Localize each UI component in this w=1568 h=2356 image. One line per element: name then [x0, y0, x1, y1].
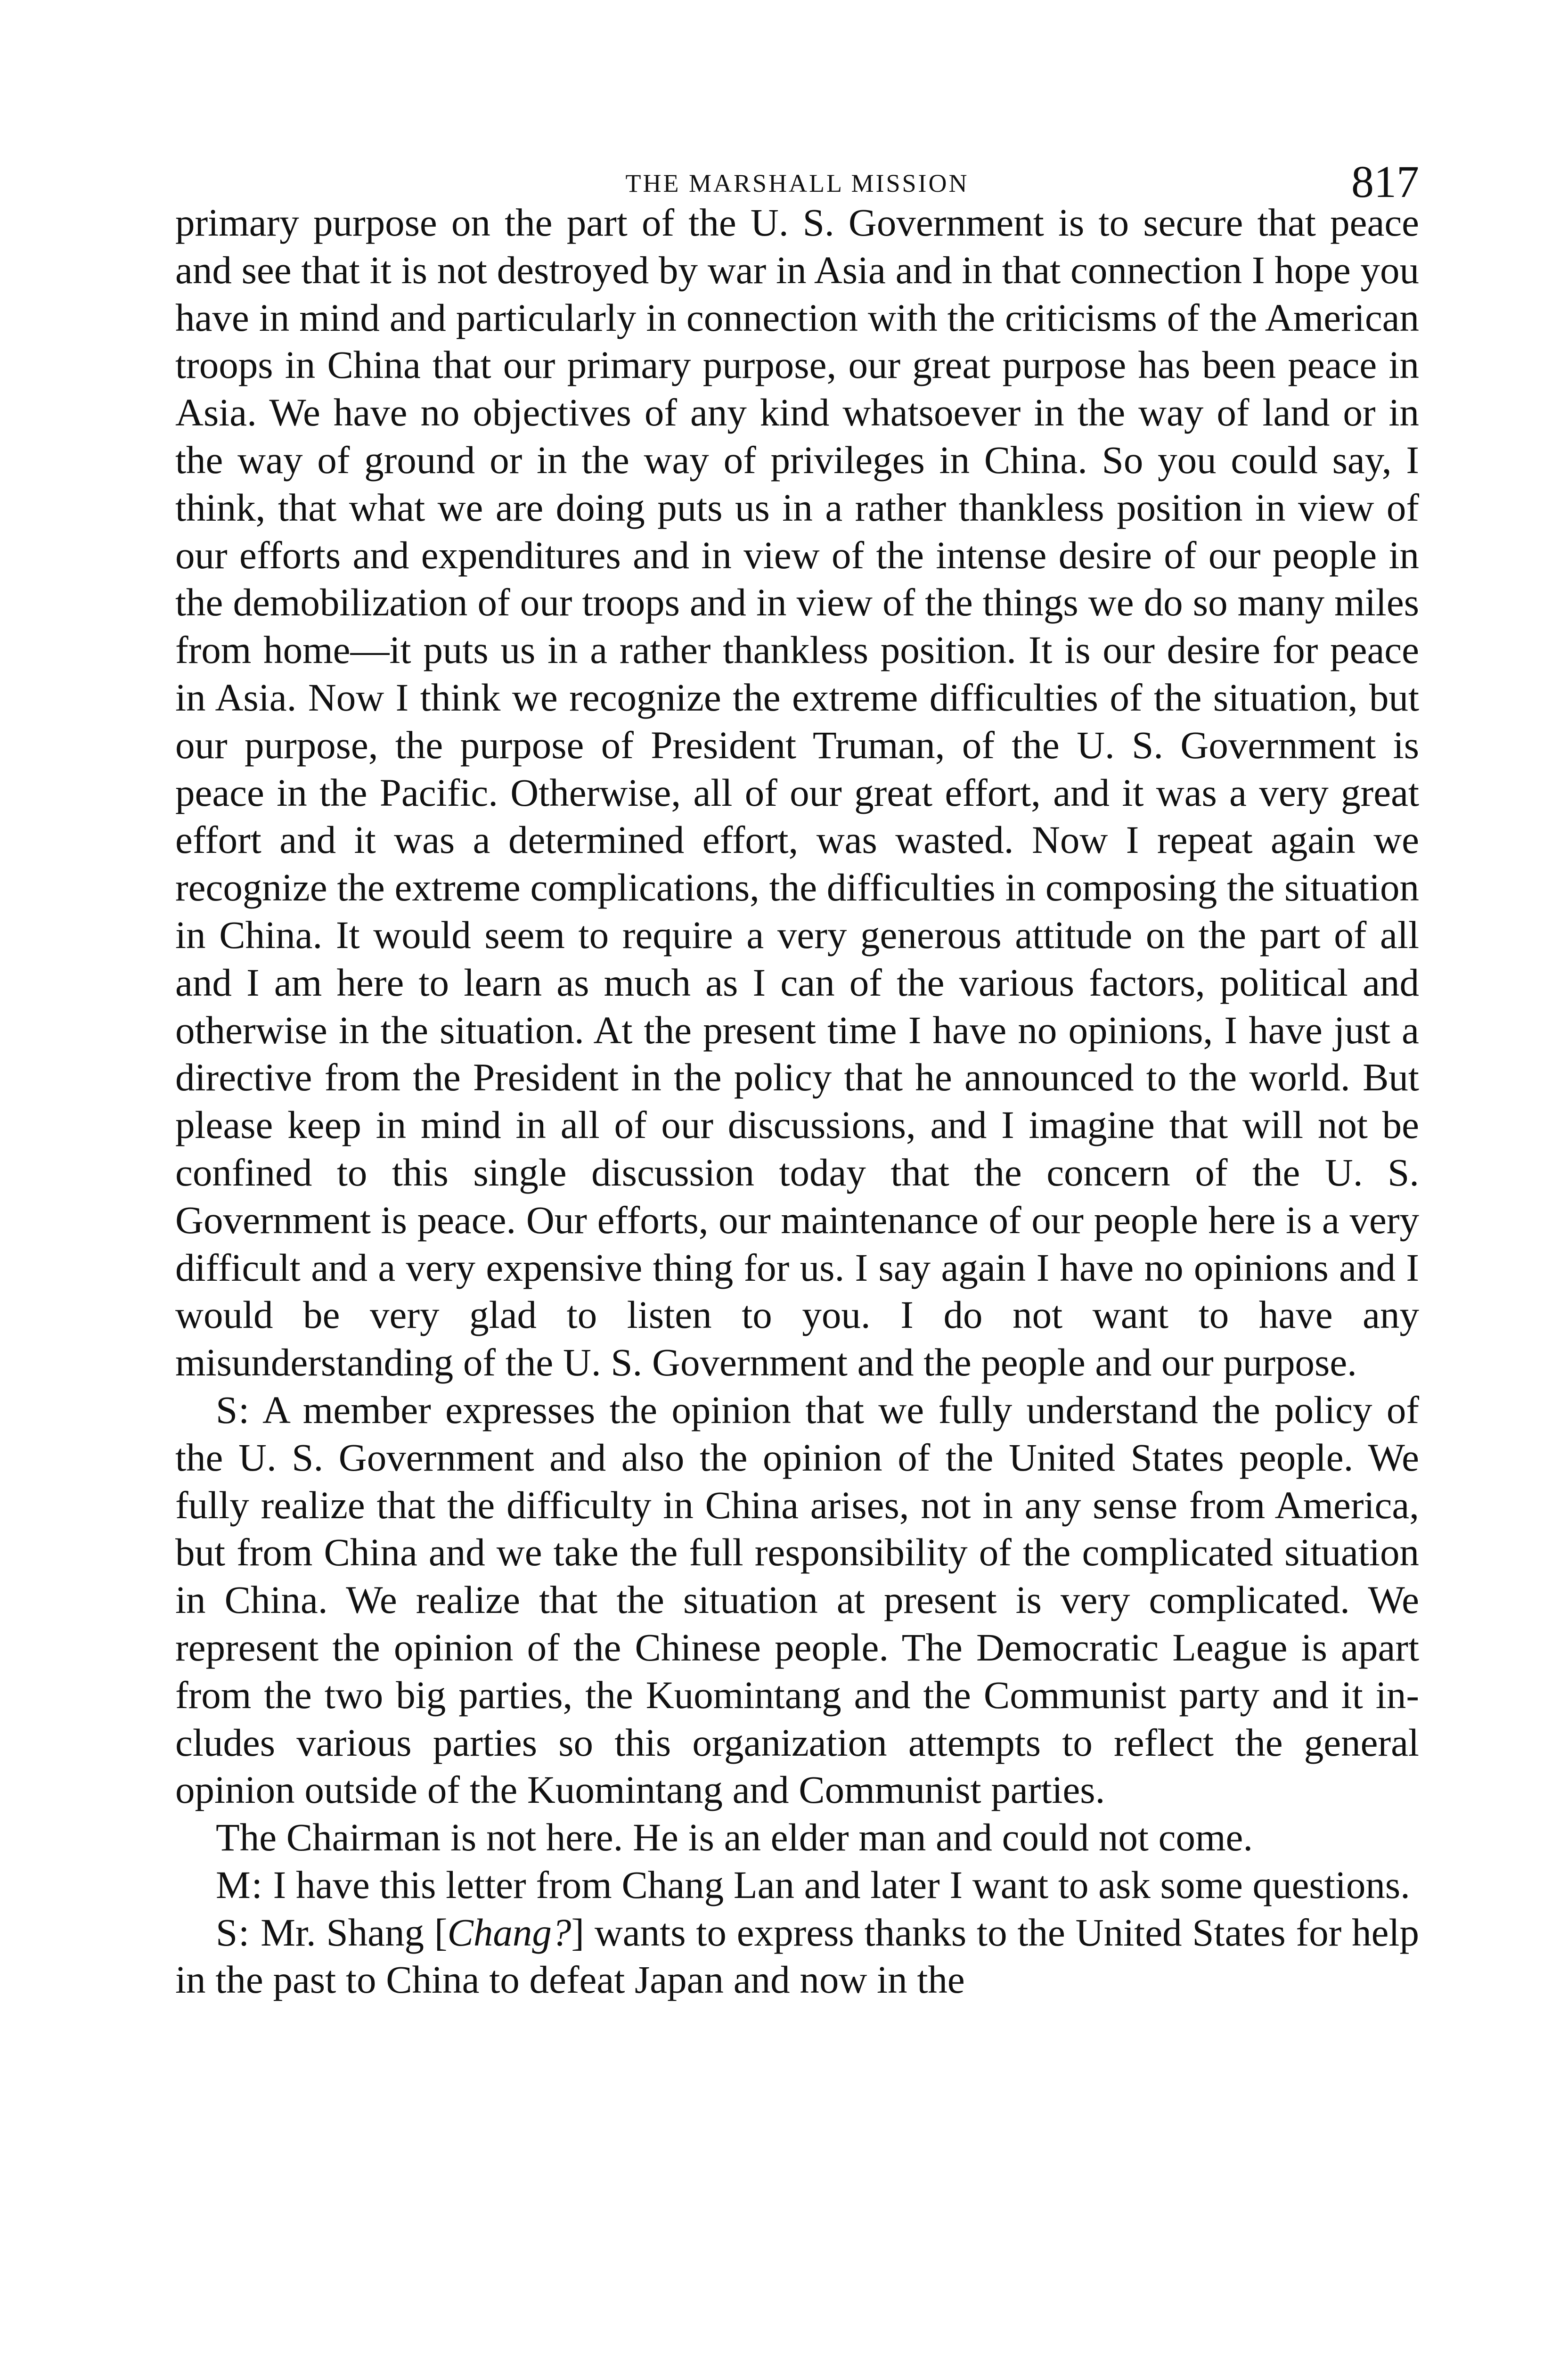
- speaker-label: S:: [216, 1910, 251, 1954]
- speaker-label: S:: [216, 1388, 251, 1432]
- paragraph-shang-thanks: [175, 1909, 1419, 2004]
- paragraph-text: ] wants to express thanks to the United States for help in the past to China to defeat Japan and now in the: [175, 1910, 1419, 2002]
- body-text: [175, 199, 1419, 2004]
- running-title: THE MARSHALL MISSION: [625, 169, 969, 197]
- document-page: [175, 155, 1419, 2004]
- editorial-note: Chang?: [447, 1910, 572, 1954]
- running-header: [175, 155, 1419, 207]
- paragraph-text: A member expresses the opinion that we fully understand the policy of the U. S. Government and also the opinion of the United States people. We fully realize that the difficulty in China arises, not in any sense from America, but from China and we take the full responsibility of the complicated situation in China. We realize that the situation at present is very complicated. We represent the opinion of the Chinese people. The Democratic League is apart from the two big parties, the Kuomintang and the Communist party and it includes various parties so this organization attempts to reflect the general opinion outside of the Kuomintang and Communist parties.: [175, 1388, 1419, 1812]
- speaker-label: M:: [216, 1863, 263, 1906]
- paragraph-marshall-statement: [175, 199, 1419, 1386]
- paragraph-democratic-league-reply: [175, 1386, 1419, 1814]
- paragraph-chang-lan-letter: [175, 1861, 1419, 1909]
- page-number: 817: [1351, 156, 1419, 207]
- paragraph-text: I have this letter from Chang Lan and later I want to ask some questions.: [263, 1863, 1410, 1906]
- paragraph-text: Mr. Shang [: [250, 1910, 448, 1954]
- paragraph-text: The Chairman is not here. He is an elder man and could not come.: [216, 1816, 1253, 1859]
- paragraph-chairman-absent: [175, 1814, 1419, 1861]
- paragraph-text: primary purpose on the part of the U. S. Government is to secure that peace and see that it is not destroyed by war in Asia and in that connection I hope you have in mind and particularly in connection with the criticisms of the American troops in China that our primary purpose, our great purpose has been peace in Asia. We have no objectives of any kind whatsoever in the way of land or in the way of ground or in the way of privileges in China. So you could say, I think, that what we are doing puts us in a rather thankless position in view of our efforts and expenditures and in view of the intense desire of our people in the demobilization of our troops and in view of the things we do so many miles from home—it puts us in a rather thankless position. It is our desire for peace in Asia. Now I think we recognize the extreme difficulties of the situation, but our purpose, the purpose of President Truman, of the U. S. Government is peace in the Pacific. Otherwise, all of our great effort, and it was a very great effort and it was a determined effort, was wasted. Now I repeat again we recognize the extreme complications, the difficulties in composing the situation in China. It would seem to require a very generous attitude on the part of all and I am here to learn as much as I can of the various factors, political and otherwise in the situation. At the present time I have no opinions, I have just a directive from the President in the policy that he announced to the world. But please keep in mind in all of our discussions, and I imagine that will not be confined to this single discussion today that the concern of the U. S. Government is peace. Our efforts, our maintenance of our people here is a very difficult and a very expensive thing for us. I say again I have no opinions and I would be very glad to listen to you. I do not want to have any misunderstanding of the U. S. Government and the people and our purpose.: [175, 201, 1419, 1384]
